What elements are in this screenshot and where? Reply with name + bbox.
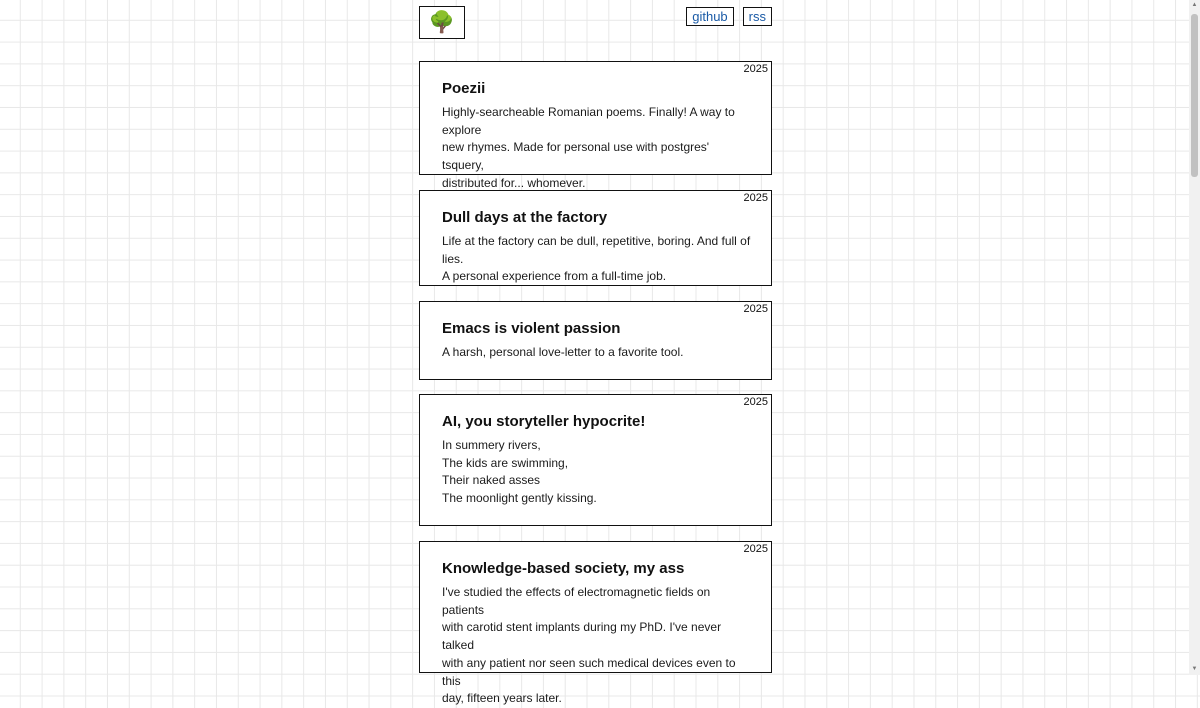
vertical-scrollbar[interactable] [1189, 0, 1200, 675]
scroll-up-arrow-icon[interactable]: ▲ [1191, 2, 1198, 8]
site-header [419, 0, 772, 40]
post-year: 2025 [743, 303, 768, 315]
description-line: The moonlight gently kissing. [442, 491, 597, 506]
description-line: Highly-searcheable Romanian poems. Finally! A way to explore [442, 105, 735, 137]
post-card-dull-days[interactable] [419, 190, 772, 286]
post-year: 2025 [743, 543, 768, 555]
page-content [419, 0, 772, 706]
top-nav [686, 7, 772, 26]
post-description [442, 344, 754, 362]
post-title[interactable]: Dull days at the factory [442, 209, 608, 226]
description-line: I've studied the effects of electromagnetic fields on patients [442, 585, 711, 617]
description-line: A harsh, personal love-letter to a favorite tool. [442, 345, 684, 359]
post-title[interactable]: Poezii [442, 80, 486, 97]
scroll-down-arrow-icon[interactable]: ▼ [1191, 666, 1198, 672]
post-title[interactable]: AI, you storyteller hypocrite! [442, 413, 646, 430]
post-description [442, 104, 754, 193]
post-description [442, 233, 754, 286]
home-logo-link[interactable] [419, 6, 465, 39]
description-line: The kids are swimming, [442, 455, 569, 470]
description-line: distributed for... whomever. [442, 175, 586, 190]
description-line: with carotid stent implants during my PhD. I've never talked [442, 620, 722, 653]
description-line: new rhymes. Made for personal use with postgres' tsquery, [442, 140, 710, 173]
post-card-emacs[interactable] [419, 301, 772, 380]
scrollbar-thumb[interactable] [1191, 14, 1198, 177]
description-line: In summery rivers, [442, 438, 541, 452]
post-card-knowledge-society[interactable] [419, 541, 772, 706]
post-card-poezii[interactable] [419, 61, 772, 190]
post-card-ai-storyteller[interactable] [419, 394, 772, 526]
description-line: A personal experience from a full-time job. [442, 269, 667, 284]
post-description [442, 437, 754, 508]
post-year: 2025 [743, 63, 768, 75]
github-link[interactable]: github [686, 7, 733, 26]
description-line: Life at the factory can be dull, repetitive, boring. And full of lies. [442, 234, 751, 266]
description-line: day, fifteen years later. [442, 691, 562, 706]
post-year: 2025 [743, 396, 768, 408]
post-description [442, 584, 754, 708]
rss-link[interactable]: rss [743, 7, 772, 26]
description-line: Their naked asses [442, 473, 541, 488]
post-title[interactable]: Knowledge-based society, my ass [442, 560, 685, 577]
post-title[interactable]: Emacs is violent passion [442, 320, 621, 337]
post-year: 2025 [743, 192, 768, 204]
tree-icon: 🌳 [428, 11, 456, 34]
description-line: with any patient nor seen such medical devices even to this [442, 655, 736, 688]
